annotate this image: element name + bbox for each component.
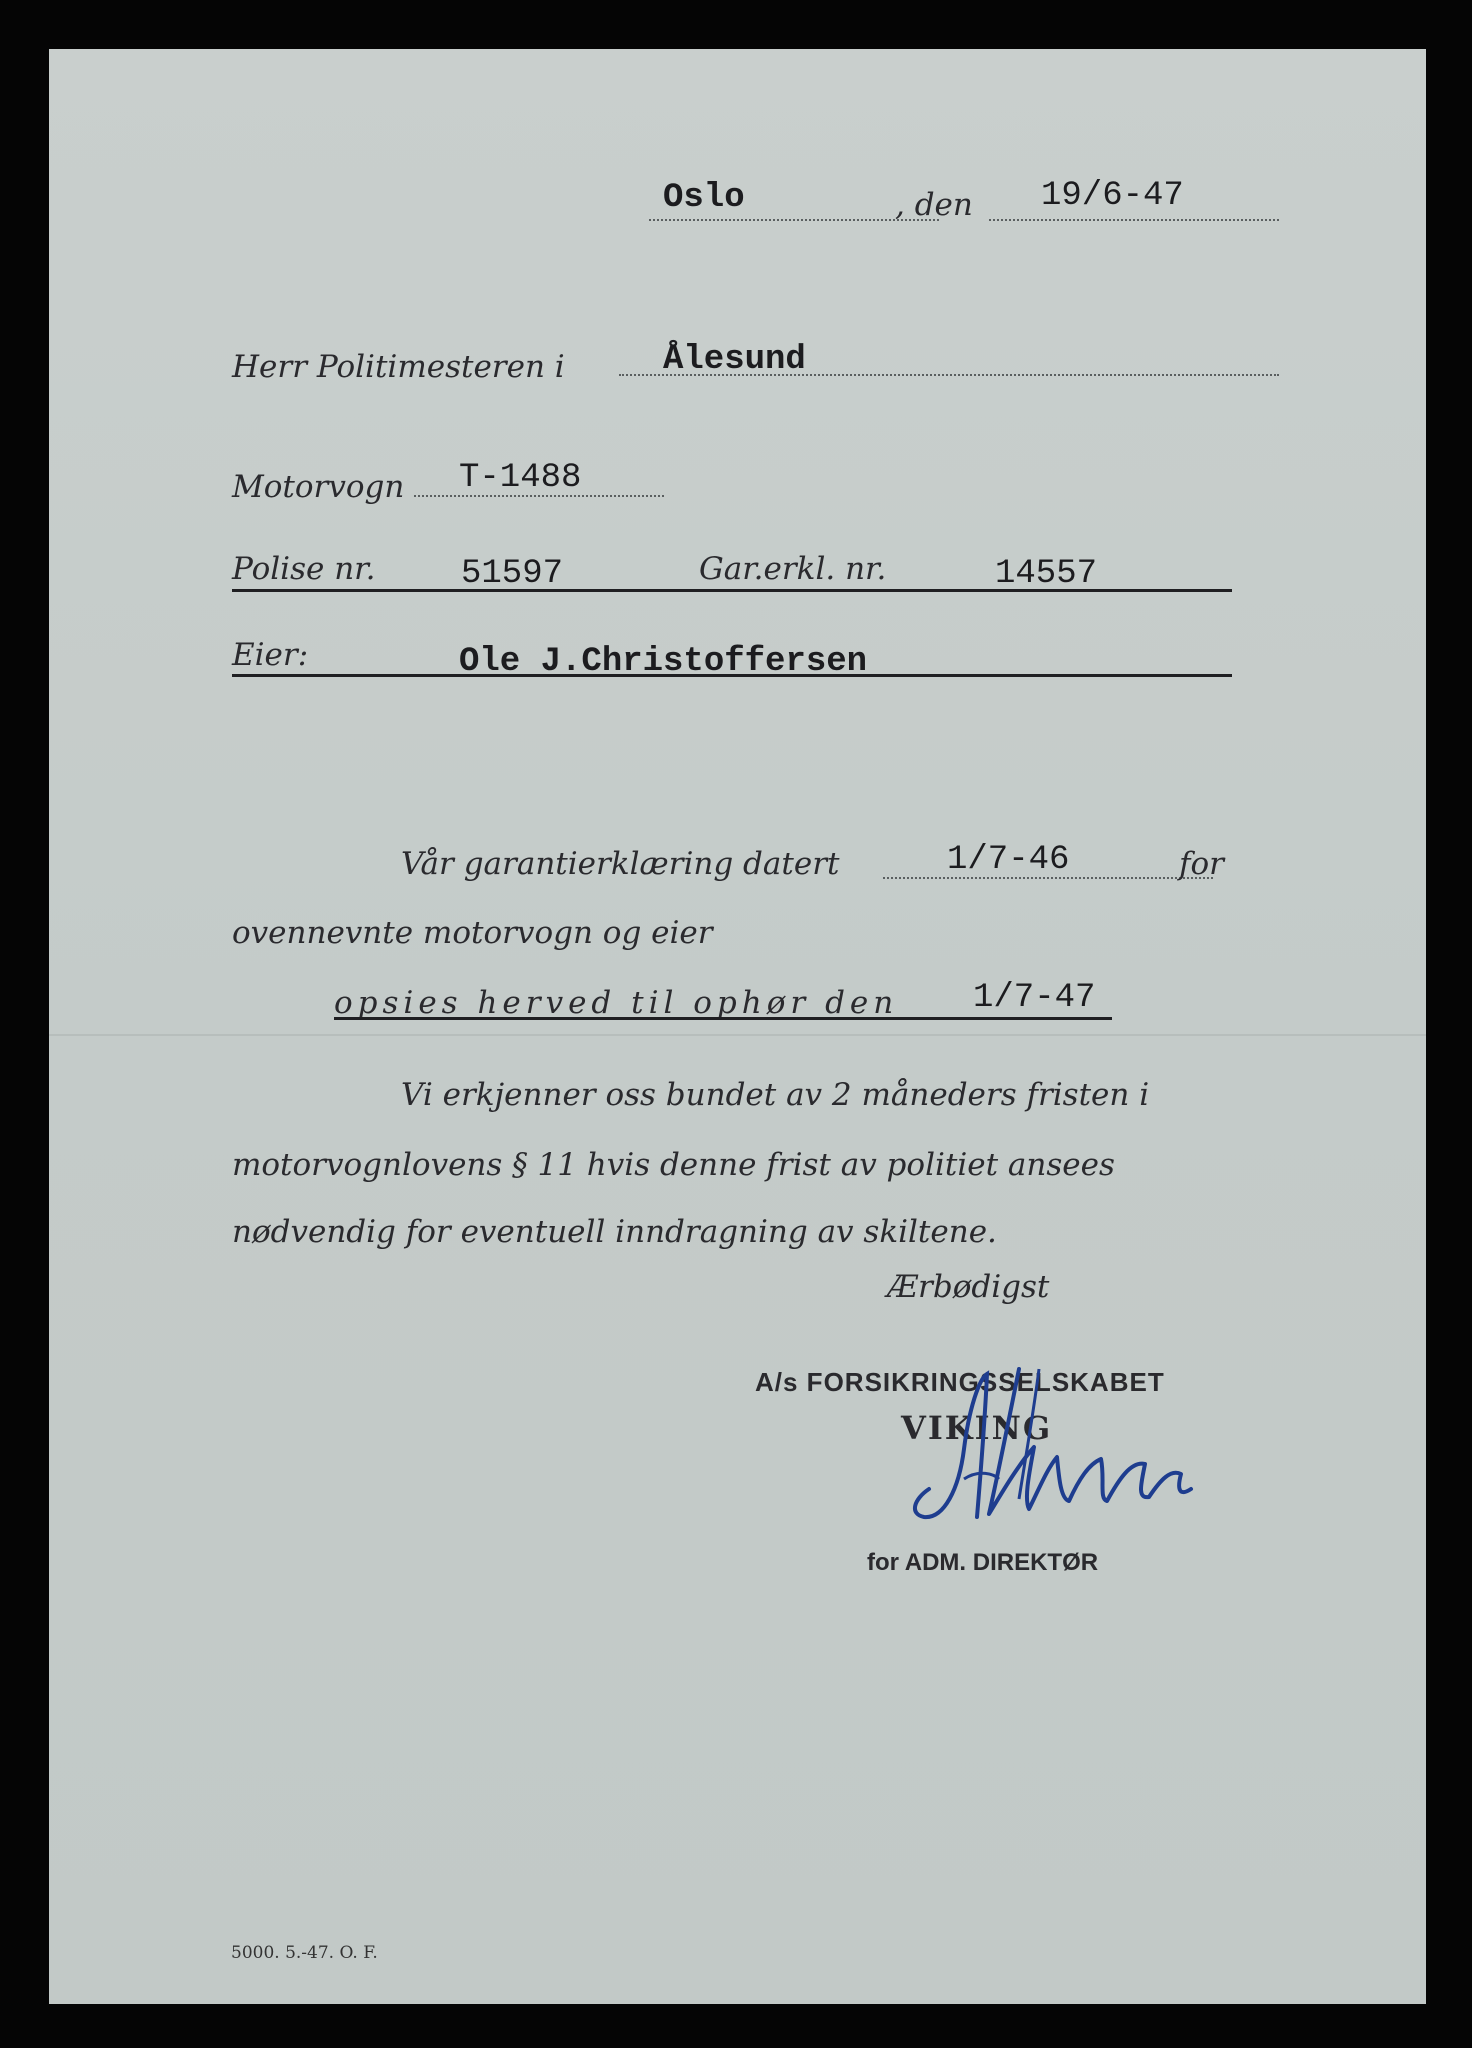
polise-underline — [232, 589, 1232, 592]
body-para3: nødvendig for eventuell inndragning av skiltene. — [232, 1214, 997, 1250]
body-line1-start: Vår garantierklæring datert — [401, 846, 840, 882]
document-page — [49, 49, 1426, 2004]
stamp-viking: VIKING — [901, 1409, 1053, 1447]
printer-mark: 5000. 5.-47. O. F. — [231, 1943, 378, 1963]
recipient-label: Herr Politimesteren i — [232, 349, 565, 385]
eier-label: Eier: — [232, 637, 309, 673]
signature-image — [869, 1329, 1289, 1569]
body-para1: Vi erkjenner oss bundet av 2 måneders fristen i — [401, 1077, 1150, 1113]
letter-date: 19/6-47 — [1041, 177, 1184, 215]
line3-underline — [334, 1017, 1112, 1020]
stamp-adm-direktor: for ADM. DIREKTØR — [867, 1549, 1099, 1576]
motorvogn-value: T-1488 — [459, 459, 582, 497]
body-line2: ovennevnte motorvogn og eier — [232, 915, 713, 951]
eier-underline — [232, 674, 1232, 677]
body-line1-end: for — [1179, 846, 1224, 882]
eier-value: Ole J.Christoffersen — [459, 643, 868, 681]
garerkl-label: Gar.erkl. nr. — [699, 551, 887, 587]
polise-value: 51597 — [461, 555, 564, 593]
body-line1-date: 1/7-46 — [947, 841, 1070, 879]
place: Oslo — [663, 179, 745, 217]
garerkl-value: 14557 — [995, 555, 1098, 593]
polise-label: Polise nr. — [232, 551, 376, 587]
date-dotted-line — [989, 219, 1279, 221]
body-line3-date: 1/7-47 — [973, 979, 1096, 1017]
body-para2: motorvognlovens § 11 hvis denne frist av politiet ansees — [232, 1147, 1115, 1183]
body-line3-text: opsies herved til ophør den — [334, 985, 899, 1021]
stamp-company: A/s FORSIKRINGSSELSKABET — [755, 1367, 1165, 1397]
motorvogn-label: Motorvogn — [232, 469, 405, 505]
recipient-city: Ålesund — [663, 341, 806, 379]
closing: Ærbødigst — [887, 1269, 1050, 1305]
den-label: , den — [895, 187, 973, 223]
fold-line — [49, 1034, 1426, 1036]
